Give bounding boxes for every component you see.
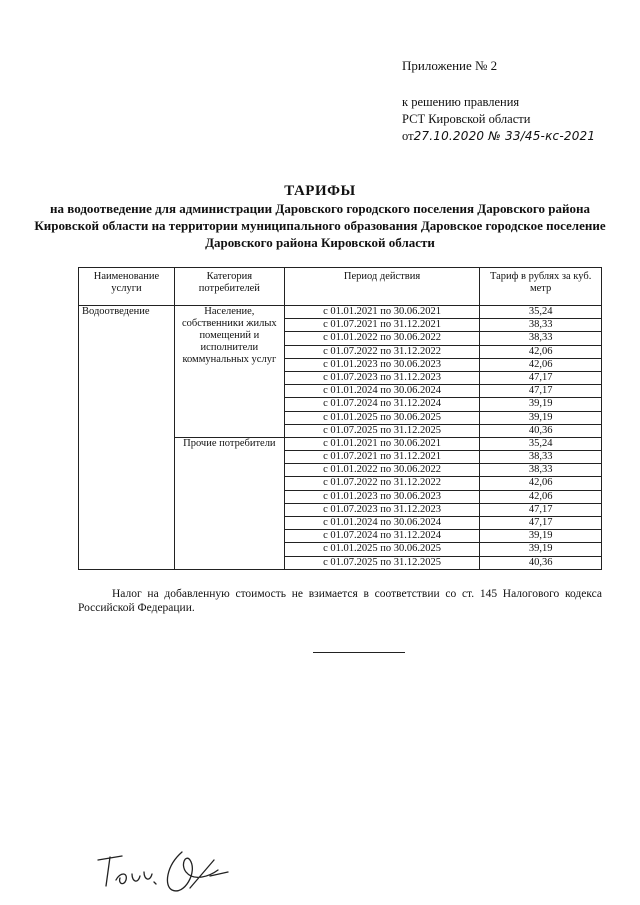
appendix-label: Приложение № 2 bbox=[402, 58, 498, 73]
rate-cell: 42,06 bbox=[480, 477, 602, 490]
rate-cell: 47,17 bbox=[480, 503, 602, 516]
header-category: Категория потребителей bbox=[174, 268, 284, 306]
period-cell: с 01.01.2025 по 30.06.2025 bbox=[284, 411, 480, 424]
rate-cell: 42,06 bbox=[480, 345, 602, 358]
period-cell: с 01.07.2024 по 31.12.2024 bbox=[284, 530, 480, 543]
rate-cell: 38,33 bbox=[480, 464, 602, 477]
period-cell: с 01.07.2025 по 31.12.2025 bbox=[284, 556, 480, 569]
rate-cell: 38,33 bbox=[480, 451, 602, 464]
rate-cell: 38,33 bbox=[480, 319, 602, 332]
rate-cell: 35,24 bbox=[480, 437, 602, 450]
rate-cell: 42,06 bbox=[480, 358, 602, 371]
rate-cell: 42,06 bbox=[480, 490, 602, 503]
end-dash bbox=[313, 652, 405, 653]
table-body bbox=[79, 306, 602, 570]
header-service: Наименование услуги bbox=[79, 268, 175, 306]
decision-date-number: 27.10.2020 № 33/45-кс-2021 bbox=[413, 129, 596, 143]
decision-prefix: от bbox=[402, 129, 414, 143]
period-cell: с 01.01.2025 по 30.06.2025 bbox=[284, 543, 480, 556]
rate-cell: 40,36 bbox=[480, 556, 602, 569]
signature bbox=[94, 842, 244, 902]
document-heading bbox=[0, 183, 640, 251]
rate-cell: 39,19 bbox=[480, 398, 602, 411]
period-cell: с 01.01.2021 по 30.06.2021 bbox=[284, 437, 480, 450]
period-cell: с 01.07.2023 по 31.12.2023 bbox=[284, 371, 480, 384]
service-name-cell: Водоотведение bbox=[79, 306, 175, 570]
period-cell: с 01.07.2021 по 31.12.2021 bbox=[284, 319, 480, 332]
decision-reference bbox=[402, 94, 595, 145]
rate-cell: 39,19 bbox=[480, 411, 602, 424]
document-subtitle: на водоотведение для администрации Даровского городского поселения Даровского района Кировской области на территории муниципального образования Даровское городское поселение Даровского района Кировской области bbox=[34, 201, 606, 250]
decision-line-2: РСТ Кировской области bbox=[402, 112, 531, 126]
period-cell: с 01.07.2025 по 31.12.2025 bbox=[284, 424, 480, 437]
period-cell: с 01.01.2022 по 30.06.2022 bbox=[284, 332, 480, 345]
period-cell: с 01.07.2023 по 31.12.2023 bbox=[284, 503, 480, 516]
period-cell: с 01.01.2024 по 30.06.2024 bbox=[284, 517, 480, 530]
table-header-row bbox=[79, 268, 602, 306]
decision-line-1: к решению правления bbox=[402, 95, 520, 109]
vat-note: Налог на добавленную стоимость не взимается в соответствии со ст. 145 Налогового кодекса Российской Федерации. bbox=[78, 588, 602, 614]
consumer-category-cell: Население, собственники жилых помещений и исполнители коммунальных услуг bbox=[174, 306, 284, 438]
period-cell: с 01.07.2021 по 31.12.2021 bbox=[284, 451, 480, 464]
period-cell: с 01.07.2022 по 31.12.2022 bbox=[284, 345, 480, 358]
period-cell: с 01.01.2022 по 30.06.2022 bbox=[284, 464, 480, 477]
header-period: Период действия bbox=[284, 268, 480, 306]
period-cell: с 01.07.2024 по 31.12.2024 bbox=[284, 398, 480, 411]
period-cell: с 01.01.2024 по 30.06.2024 bbox=[284, 385, 480, 398]
rate-cell: 47,17 bbox=[480, 385, 602, 398]
rate-cell: 47,17 bbox=[480, 517, 602, 530]
document-title: ТАРИФЫ bbox=[284, 183, 356, 199]
rate-cell: 38,33 bbox=[480, 332, 602, 345]
period-cell: с 01.07.2022 по 31.12.2022 bbox=[284, 477, 480, 490]
table-row bbox=[79, 306, 602, 319]
header-rate: Тариф в рублях за куб. метр bbox=[480, 268, 602, 306]
rate-cell: 35,24 bbox=[480, 306, 602, 319]
tariff-table bbox=[78, 267, 602, 570]
period-cell: с 01.01.2023 по 30.06.2023 bbox=[284, 358, 480, 371]
rate-cell: 40,36 bbox=[480, 424, 602, 437]
decision-line-3 bbox=[402, 128, 595, 145]
period-cell: с 01.01.2023 по 30.06.2023 bbox=[284, 490, 480, 503]
rate-cell: 39,19 bbox=[480, 530, 602, 543]
rate-cell: 39,19 bbox=[480, 543, 602, 556]
rate-cell: 47,17 bbox=[480, 371, 602, 384]
period-cell: с 01.01.2021 по 30.06.2021 bbox=[284, 306, 480, 319]
consumer-category-cell: Прочие потребители bbox=[174, 437, 284, 569]
